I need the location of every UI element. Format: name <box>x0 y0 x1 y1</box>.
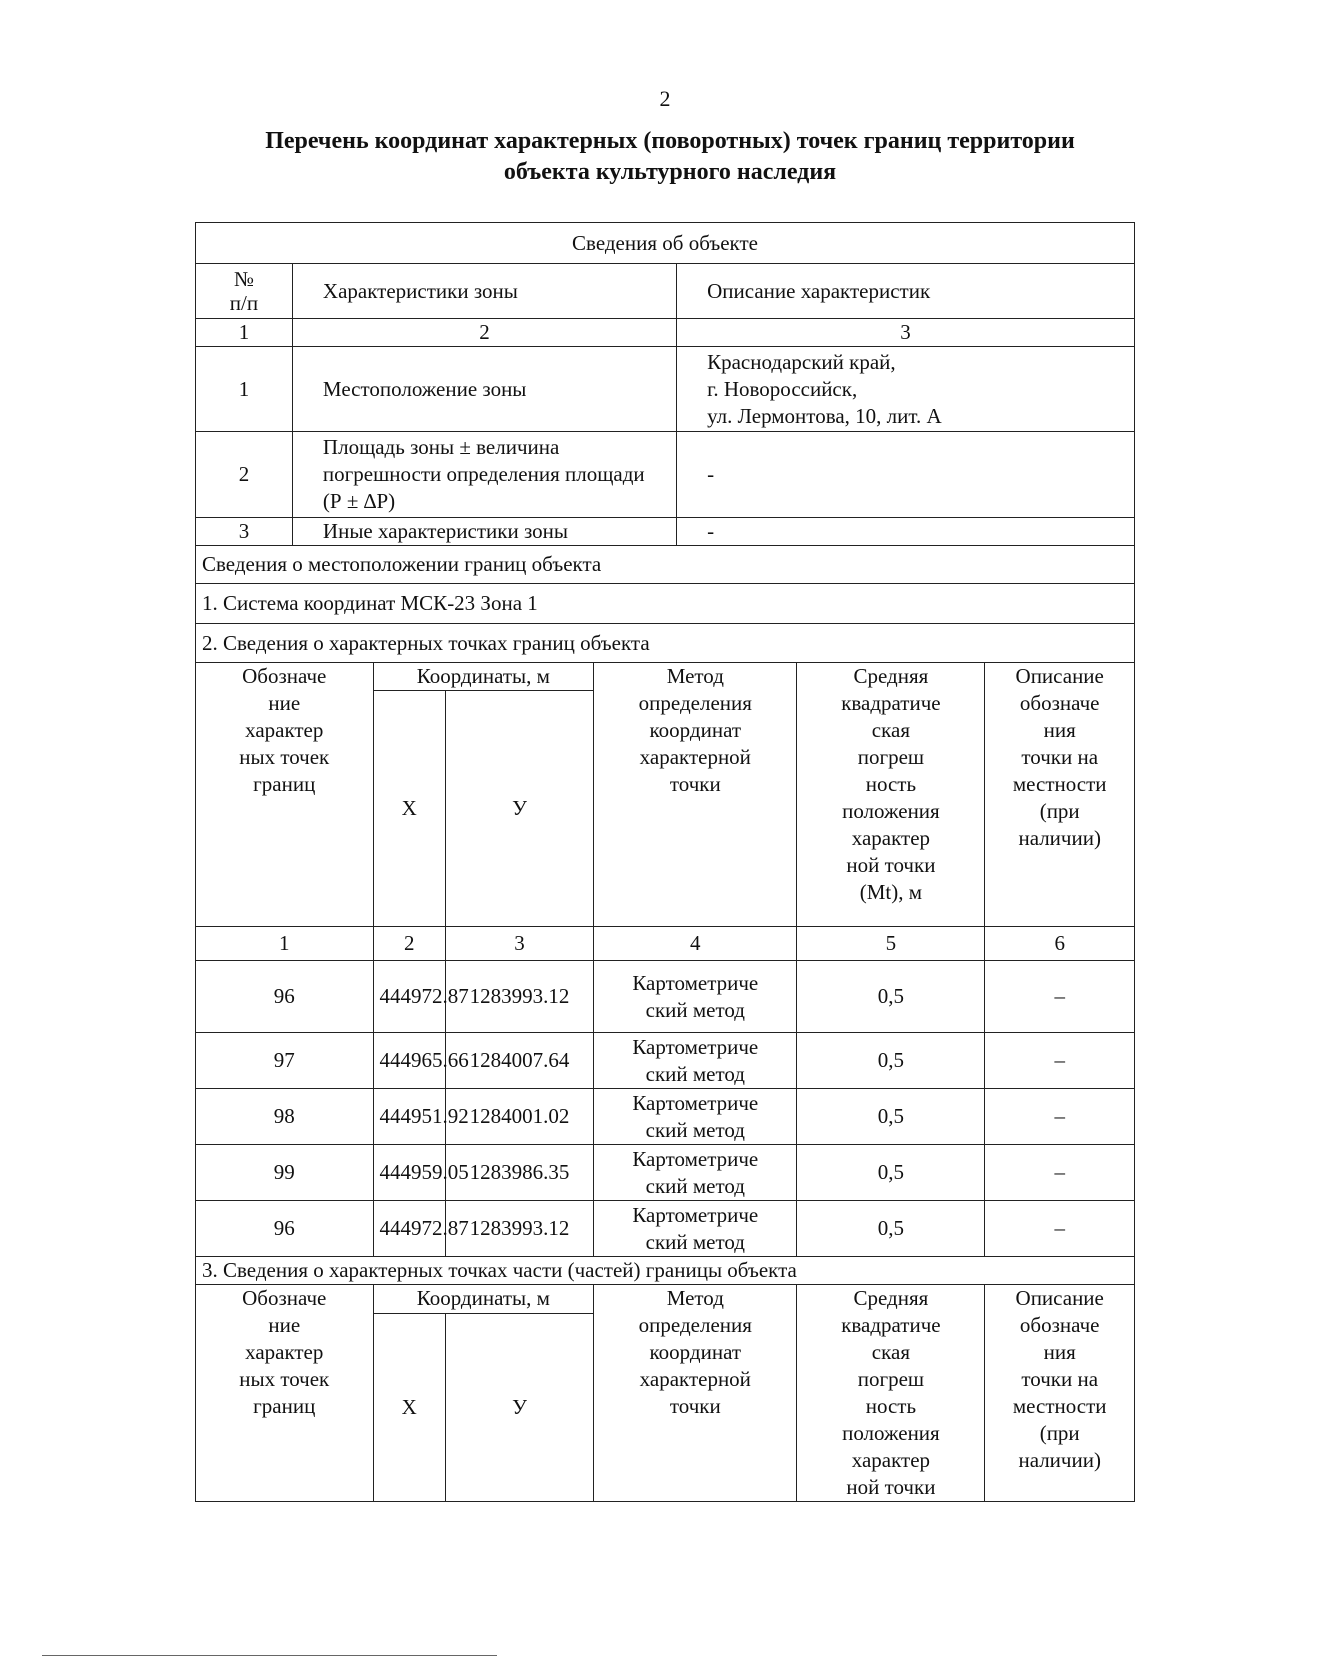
col-desc-header: Описание обозначе ния точки на местности (при наличии) <box>985 1285 1135 1502</box>
colnum-2: 2 <box>373 927 445 961</box>
point-x: 444972.87 <box>373 1201 445 1257</box>
document-title <box>180 126 1160 188</box>
point-y: 1283986.35 <box>445 1145 593 1201</box>
colnum-4: 4 <box>594 927 797 961</box>
point-y: 1284001.02 <box>445 1089 593 1145</box>
col-y-header: У <box>445 1313 593 1501</box>
object-info-row <box>196 347 1135 432</box>
colnum-3: 3 <box>445 927 593 961</box>
boundaries-header: Сведения о местоположении границ объекта <box>196 546 1135 584</box>
table-row <box>196 961 1135 1033</box>
section-2-row <box>196 624 1135 663</box>
point-method: Картометриче ский метод <box>594 1145 797 1201</box>
row-description: Краснодарский край, г. Новороссийск, ул. Лермонтова, 10, лит. А <box>677 347 1135 432</box>
point-id: 96 <box>196 961 374 1033</box>
point-id: 99 <box>196 1145 374 1201</box>
point-mt: 0,5 <box>797 1201 985 1257</box>
col-number-header: № п/п <box>196 264 293 319</box>
col-coords-header: Координаты, м <box>373 1285 594 1314</box>
point-y: 1284007.64 <box>445 1033 593 1089</box>
section-2-title: 2. Сведения о характерных точках границ объекта <box>196 624 1135 663</box>
col-x-header: Х <box>373 691 445 927</box>
row-description: - <box>677 432 1135 518</box>
point-x: 444951.92 <box>373 1089 445 1145</box>
colnum-2: 2 <box>292 319 676 347</box>
point-mt: 0,5 <box>797 1145 985 1201</box>
boundaries-header-row <box>196 546 1135 584</box>
section-3-title: 3. Сведения о характерных точках части (частей) границы объекта <box>196 1257 1135 1285</box>
colnum-6: 6 <box>985 927 1135 961</box>
col-characteristics-header: Характеристики зоны <box>292 264 676 319</box>
table-row <box>196 1033 1135 1089</box>
row-number: 2 <box>196 432 293 518</box>
point-id: 97 <box>196 1033 374 1089</box>
point-x: 444965.66 <box>373 1033 445 1089</box>
point-id: 96 <box>196 1201 374 1257</box>
col-coords-header: Координаты, м <box>373 663 594 691</box>
col-y-header: У <box>445 691 593 927</box>
point-y: 1283993.12 <box>445 1201 593 1257</box>
point-x: 444959.05 <box>373 1145 445 1201</box>
table-row <box>196 1201 1135 1257</box>
point-desc: – <box>985 1089 1135 1145</box>
point-mt: 0,5 <box>797 961 985 1033</box>
table-row <box>196 1145 1135 1201</box>
col-method-header: Метод определения координат характерной точки <box>594 663 797 927</box>
point-desc: – <box>985 961 1135 1033</box>
title-line-1: Перечень координат характерных (поворотных) точек границ территории <box>265 128 1075 154</box>
colnum-5: 5 <box>797 927 985 961</box>
object-info-row <box>196 518 1135 546</box>
row-characteristic: Площадь зоны ± величина погрешности определения площади (Р ± ∆Р) <box>292 432 676 518</box>
point-desc: – <box>985 1201 1135 1257</box>
point-desc: – <box>985 1033 1135 1089</box>
object-info-header: Сведения об объекте <box>196 223 1135 264</box>
footnote-divider <box>42 1655 497 1656</box>
point-mt: 0,5 <box>797 1089 985 1145</box>
row-description: - <box>677 518 1135 546</box>
coord-system: 1. Система координат МСК-23 Зона 1 <box>196 584 1135 624</box>
col-designation-header: Обозначе ние характер ных точек границ <box>196 1285 374 1502</box>
col-error-header: Средняя квадратиче ская погреш ность положения характер ной точки (Mt), м <box>797 663 985 927</box>
section-2-column-numbers <box>196 927 1135 961</box>
col-method-header: Метод определения координат характерной точки <box>594 1285 797 1502</box>
colnum-3: 3 <box>677 319 1135 347</box>
object-info-column-headers <box>196 264 1135 319</box>
col-desc-header: Описание обозначе ния точки на местности (при наличии) <box>985 663 1135 927</box>
table-row <box>196 1089 1135 1145</box>
object-info-column-numbers <box>196 319 1135 347</box>
point-y: 1283993.12 <box>445 961 593 1033</box>
col-description-header: Описание характеристик <box>677 264 1135 319</box>
point-id: 98 <box>196 1089 374 1145</box>
title-line-2: объекта культурного наследия <box>503 159 837 185</box>
object-info-row <box>196 432 1135 518</box>
row-characteristic: Местоположение зоны <box>292 347 676 432</box>
coord-system-row <box>196 584 1135 624</box>
point-x: 444972.87 <box>373 961 445 1033</box>
col-designation-header: Обозначе ние характер ных точек границ <box>196 663 374 927</box>
section-3-row <box>196 1257 1135 1285</box>
row-characteristic: Иные характеристики зоны <box>292 518 676 546</box>
row-number: 3 <box>196 518 293 546</box>
col-error-header: Средняя квадратиче ская погреш ность положения характер ной точки <box>797 1285 985 1502</box>
point-desc: – <box>985 1145 1135 1201</box>
point-method: Картометриче ский метод <box>594 1033 797 1089</box>
colnum-1: 1 <box>196 927 374 961</box>
point-method: Картометриче ский метод <box>594 1089 797 1145</box>
point-mt: 0,5 <box>797 1033 985 1089</box>
point-method: Картометриче ский метод <box>594 1201 797 1257</box>
point-method: Картометриче ский метод <box>594 961 797 1033</box>
row-number: 1 <box>196 347 293 432</box>
section-3-header-top <box>196 1285 1135 1314</box>
coordinates-table <box>195 222 1135 1502</box>
col-x-header: Х <box>373 1313 445 1501</box>
colnum-1: 1 <box>196 319 293 347</box>
section-2-header-top <box>196 663 1135 691</box>
page-number: 2 <box>659 86 671 111</box>
object-info-header-row <box>196 223 1135 264</box>
